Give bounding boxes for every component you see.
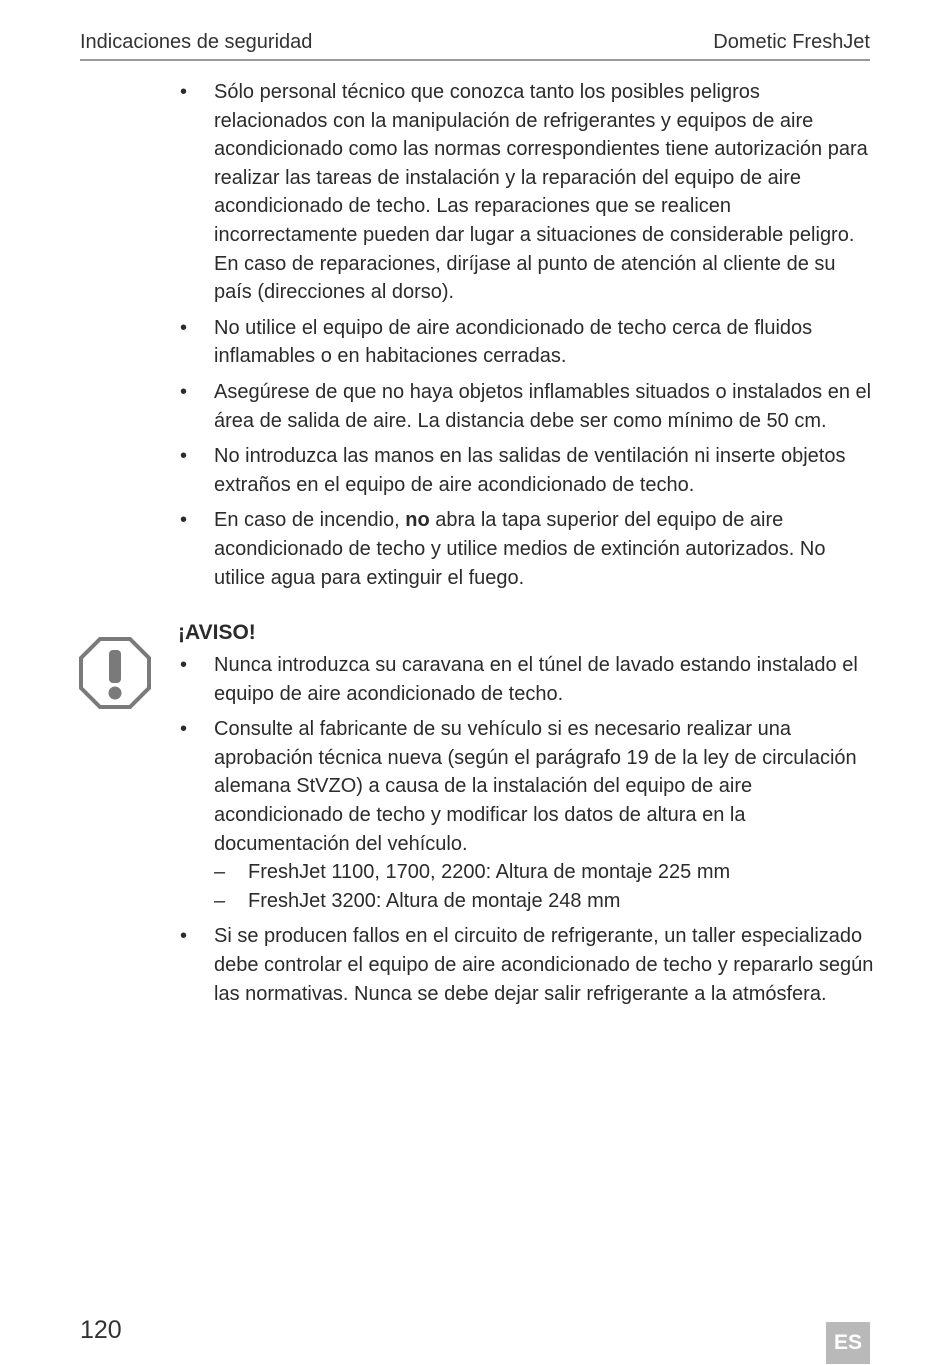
list-item: • Consulte al fabricante de su vehículo si es necesario realizar una aprobación técnica nueva (según el parágrafo 19 de la ley de circulación alemana StVZO) a causa de la instalación del equipo de aire acondicionado de techo y modificar los datos de altura en la documentación del vehículo. – FreshJet 1100, 1700, 2200: Altura de montaje 225 mm – FreshJet 3200: Altura de montaje 248 mm — [178, 715, 878, 915]
list-item: • Sólo personal técnico que conozca tanto los posibles peligros relacionados con la manipulación de refrigerantes y equipos de aire acondicionado como las normas correspondientes tiene autorización para realizar las tareas de instalación y la reparación del equipo de aire acondicionado de techo. Las reparaciones que se realicen incorrectamente pueden dar lugar a situaciones de considerable peligro. En caso de reparaciones, diríjase al punto de atención al cliente de su país (direcciones al dorso). — [178, 78, 878, 307]
warning-list — [178, 651, 878, 1008]
section-title: Indicaciones de seguridad — [80, 31, 313, 53]
product-name: Dometic FreshJet — [713, 31, 870, 53]
list-item: • Si se producen fallos en el circuito de refrigerante, un taller especializado debe controlar el equipo de aire acondicionado de techo y repararlo según las normativas. Nunca se debe dejar salir refrigerante a la atmósfera. — [178, 922, 878, 1008]
dash-mark: – — [214, 889, 226, 912]
warning-title: ¡AVISO! — [178, 621, 256, 645]
bullet-mark: • — [180, 445, 188, 468]
bullet-mark: • — [180, 654, 188, 677]
exclamation-octagon-icon — [78, 636, 152, 710]
sub-list-item: – FreshJet 3200: Altura de montaje 248 mm — [214, 887, 878, 916]
bullet-mark: • — [180, 380, 188, 403]
list-item: • Nunca introduzca su caravana en el túnel de lavado estando instalado el equipo de aire acondicionado de techo. — [178, 651, 878, 708]
list-item: • Asegúrese de que no haya objetos inflamables situados o instalados en el área de salida de aire. La distancia debe ser como mínimo de 50 cm. — [178, 378, 878, 435]
height-list — [214, 858, 878, 915]
bullet-mark: • — [180, 81, 188, 103]
list-item: • En caso de incendio, no abra la tapa superior del equipo de aire acondicionado de techo y utilice medios de extinción autorizados. No utilice agua para extinguir el fuego. — [178, 506, 878, 592]
bullet-mark: • — [180, 718, 188, 741]
page-number: 120 — [80, 1316, 122, 1344]
list-item: • No utilice el equipo de aire acondicionado de techo cerca de fluidos inflamables o en habitaciones cerradas. — [178, 314, 878, 371]
list-item: • No introduzca las manos en las salidas de ventilación ni inserte objetos extraños en el equipo de aire acondicionado de techo. — [178, 442, 878, 499]
bullet-mark: • — [180, 316, 188, 339]
emphasis-no: no — [405, 509, 430, 532]
bullet-mark: • — [180, 925, 188, 948]
header-divider — [80, 59, 870, 61]
language-badge: ES — [826, 1322, 870, 1364]
dash-mark: – — [214, 861, 226, 884]
main-content — [178, 78, 878, 1015]
bullet-mark: • — [180, 509, 188, 532]
sub-list-item: – FreshJet 1100, 1700, 2200: Altura de montaje 225 mm — [214, 858, 878, 887]
safety-list — [178, 78, 878, 592]
